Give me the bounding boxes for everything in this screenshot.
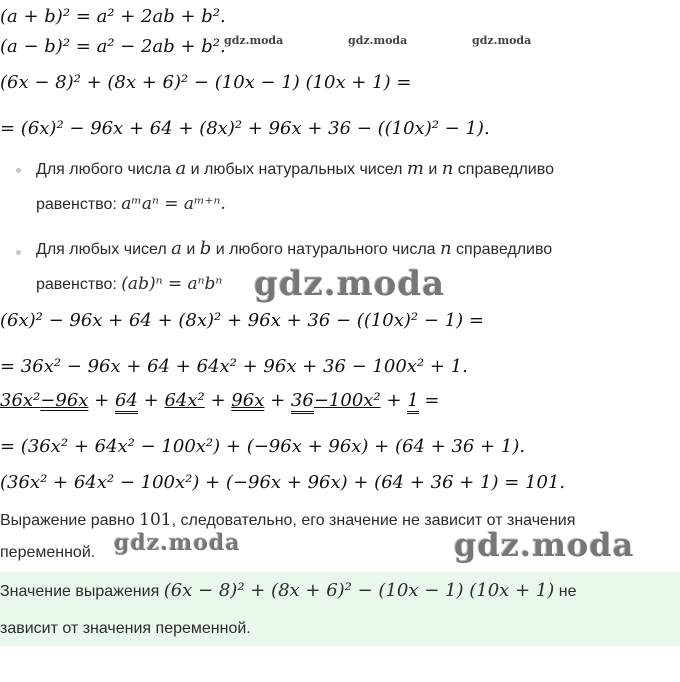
answer-box (0, 572, 680, 646)
answer-formula: (6x − 8)² + (8x + 6)² − (10x − 1) (10x + 1) (163, 580, 555, 601)
formula-diff-square: (a − b)² = a² − 2ab + b². (0, 36, 226, 57)
conclusion-value: 101 (139, 510, 172, 530)
rule-text: справедливо (453, 161, 554, 178)
watermark: gdz.moda (114, 530, 241, 556)
answer-line2: зависит от значения переменной. (0, 620, 251, 637)
term-constant: 1 (407, 390, 418, 414)
rule-power-product-line2 (36, 194, 226, 214)
term-constant: 64 (115, 390, 138, 414)
watermark: gdz.moda (348, 34, 408, 47)
term-x-squared: −100x² (313, 390, 381, 411)
rule-variable: a (171, 238, 182, 259)
formula-like-terms-underlined (0, 390, 439, 411)
rule-variable: b (199, 238, 212, 259)
rule-product-power-line1 (36, 238, 552, 259)
rule-variable: a (175, 158, 187, 179)
term-x-squared: 64x² (164, 390, 205, 411)
answer-line1 (0, 580, 577, 601)
rule-text: и любого натурального числа (211, 241, 440, 258)
operator: + (210, 390, 226, 411)
operator: + (143, 390, 159, 411)
rule-formula: aᵐaⁿ = aᵐ⁺ⁿ. (121, 194, 226, 214)
rule-text: и (423, 161, 442, 178)
watermark: gdz.moda (454, 526, 635, 564)
formula-expanded: = (6x)² − 96x + 64 + (8x)² + 96x + 36 − ((10x)² − 1). (0, 118, 490, 139)
rule-text: равенство: (36, 276, 122, 293)
rule-formula: (ab)ⁿ = aⁿbⁿ (121, 274, 223, 294)
rule-power-product-line1 (36, 158, 554, 179)
term-constant: 36 (291, 390, 314, 414)
operator: + (94, 390, 110, 411)
conclusion-line2: переменной. (0, 544, 96, 561)
rule-text: Для любых чисел (36, 241, 172, 258)
term-x-squared: 36x² (0, 390, 41, 411)
formula-sum-square: (a + b)² = a² + 2ab + b². (0, 6, 226, 27)
bullet-dot (16, 250, 21, 255)
answer-text: Значение выражения (0, 583, 164, 600)
rule-product-power-line2 (36, 274, 222, 294)
term-x: 96x (231, 390, 265, 411)
rule-text: равенство: (36, 196, 122, 213)
rule-variable: n (440, 238, 452, 259)
watermark: gdz.moda (254, 264, 446, 304)
formula-repeat: (6x)² − 96x + 64 + (8x)² + 96x + 36 − ((10x)² − 1) = (0, 310, 484, 331)
rule-text: справедливо (451, 241, 553, 258)
conclusion-text: , следовательно, его значение не зависит от значения (171, 512, 576, 529)
rule-text: и (181, 241, 200, 258)
term-x: −96x (40, 390, 89, 411)
bullet-dot (16, 168, 21, 173)
answer-text: не (554, 583, 577, 600)
operator: + (386, 390, 402, 411)
formula-squares-expanded: = 36x² − 96x + 64 + 64x² + 96x + 36 − 100x² + 1. (0, 356, 468, 377)
rule-text: и любых натуральных чисел (186, 161, 407, 178)
watermark: gdz.moda (224, 34, 284, 47)
rule-variable: n (441, 158, 454, 179)
rule-variable: m (406, 158, 424, 179)
operator: + (270, 390, 286, 411)
operator: = (424, 390, 440, 411)
watermark: gdz.moda (472, 34, 532, 47)
rule-text: Для любого числа (36, 161, 176, 178)
formula-grouped: = (36x² + 64x² − 100x²) + (−96x + 96x) + (64 + 36 + 1). (0, 436, 526, 457)
formula-expression: (6x − 8)² + (8x + 6)² − (10x − 1) (10x + 1) = (0, 72, 412, 93)
conclusion-text: Выражение равно (0, 512, 140, 529)
formula-result: (36x² + 64x² − 100x²) + (−96x + 96x) + (64 + 36 + 1) = 101. (0, 472, 566, 493)
